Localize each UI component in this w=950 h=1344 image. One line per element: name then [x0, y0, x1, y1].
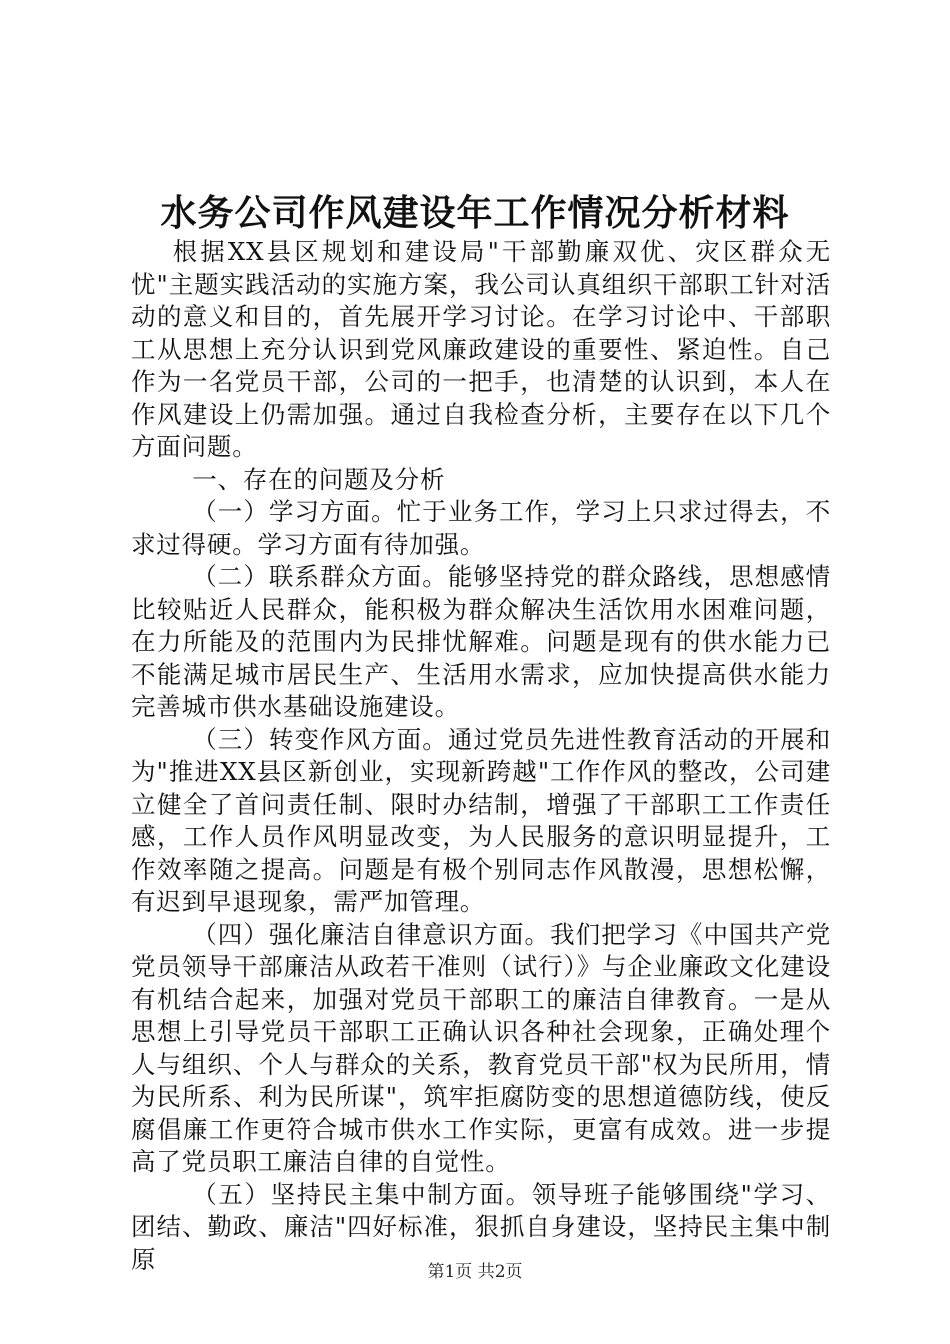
page-number-footer: 第1页 共2页 [427, 1262, 523, 1282]
paragraph-integrity: （四）强化廉洁自律意识方面。我们把学习《中国共产党党员领导干部廉洁从政若干准则（试行）》与企业廉政文化建设有机结合起来，加强对党员干部职工的廉洁自律教育。一是从思想上引导党员干部职工正确认识各种社会现象，正确处理个人与组织、个人与群众的关系，教育党员干部"权为民所用，情为民所系、利为民所谋"，筑牢拒腐防变的思想道德防线，使反腐倡廉工作更符合城市供水工作实际，更富有成效。进一步提高了党员职工廉洁自律的自觉性。 [131, 919, 831, 1176]
document-body [131, 236, 831, 1276]
document-title: 水务公司作风建设年工作情况分析材料 [160, 192, 790, 234]
paragraph-democratic-centralism: （五）坚持民主集中制方面。领导班子能够围绕"学习、团结、勤政、廉洁"四好标准，狠抓自身建设，坚持民主集中制原 [131, 1179, 831, 1274]
paragraph-work-style: （三）转变作风方面。通过党员先进性教育活动的开展和为"推进XX县区新创业，实现新跨越"工作作风的整改，公司建立健全了首问责任制、限时办结制，增强了干部职工工作责任感，工作人员作风明显改变，为人民服务的意识明显提升，工作效率随之提高。问题是有极个别同志作风散漫，思想松懈，有迟到早退现象，需严加管理。 [131, 724, 831, 916]
paragraph-contact-masses: （二）联系群众方面。能够坚持党的群众路线，思想感情比较贴近人民群众，能积极为群众解决生活饮用水困难问题，在力所能及的范围内为民排忧解难。问题是现有的供水能力已不能满足城市居民生产、生活用水需求，应加快提高供水能力完善城市供水基础设施建设。 [131, 562, 831, 721]
section-heading: 一、存在的问题及分析 [192, 464, 446, 494]
paragraph-study: （一）学习方面。忙于业务工作，学习上只求过得去，不求过得硬。学习方面有待加强。 [131, 497, 831, 559]
intro-paragraph: 根据XX县区规划和建设局"干部勤廉双优、灾区群众无忧"主题实践活动的实施方案，我公司认真组织干部职工针对活动的意义和目的，首先展开学习讨论。在学习讨论中、干部职工从思想上充分认识到党风廉政建设的重要性、紧迫性。自己作为一名党员干部，公司的一把手，也清楚的认识到，本人在作风建设上仍需加强。通过自我检查分析，主要存在以下几个方面问题。 [131, 237, 831, 461]
